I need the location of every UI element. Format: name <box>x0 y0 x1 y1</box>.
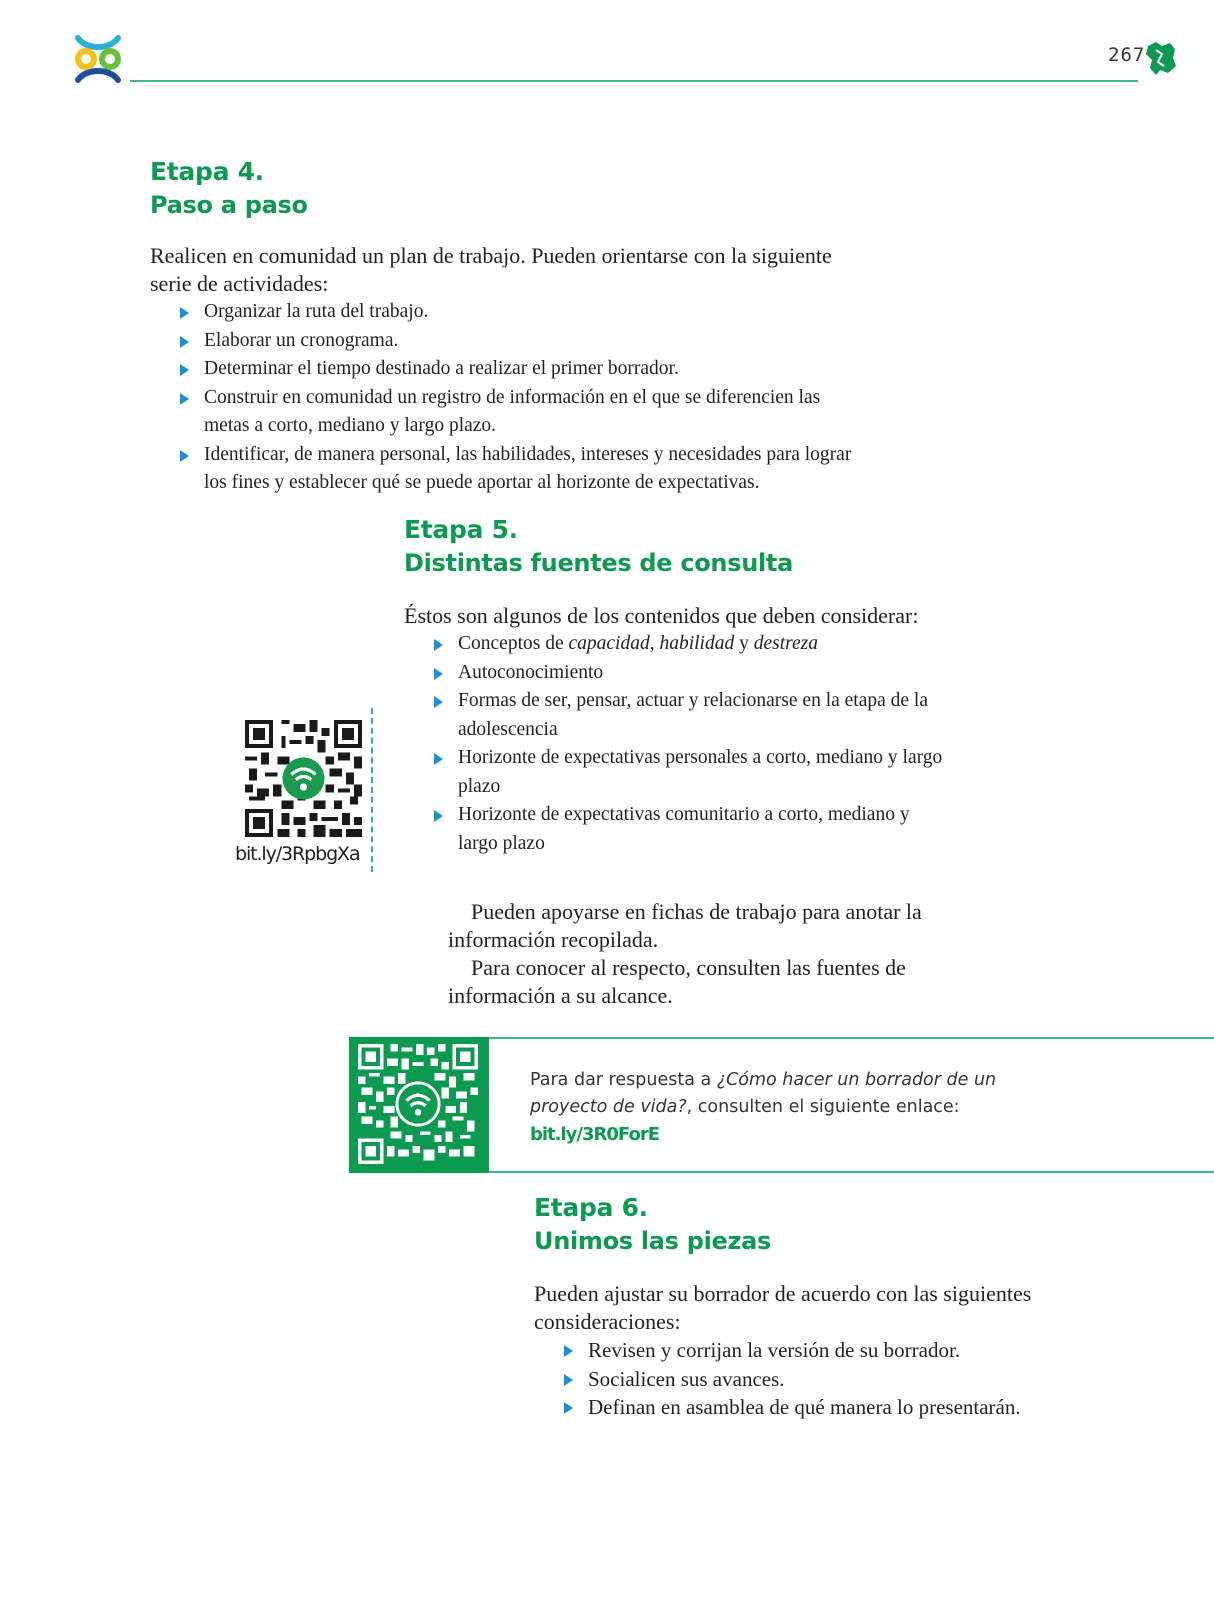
qr-code-icon[interactable] <box>245 720 362 837</box>
section-etapa-4 <box>150 156 870 498</box>
bullet-triangle-icon <box>564 1374 573 1386</box>
bullet-triangle-icon <box>434 753 443 765</box>
list-item: Definan en asamblea de qué manera lo presentarán. <box>561 1393 1094 1422</box>
list-item: Conceptos de capacidad, habilidad y destreza <box>431 630 944 659</box>
list-item: Organizar la ruta del trabajo. <box>177 298 857 327</box>
etapa-5-title: Distintas fuentes de consulta <box>404 549 793 577</box>
etapa-4-title: Paso a paso <box>150 191 308 219</box>
bullet-triangle-icon <box>180 307 189 319</box>
qr-divider <box>371 708 373 872</box>
bullet-triangle-icon <box>180 450 189 462</box>
list-item: Socialicen sus avances. <box>561 1365 1094 1394</box>
qr-panel <box>349 1037 489 1173</box>
bullet-triangle-icon <box>180 336 189 348</box>
field-emblem-icon <box>1144 40 1178 76</box>
link-box-text: Para dar respuesta a ¿Cómo hacer un borrador de un proyecto de vida?, consulten el siguiente enlace: bit.ly/3R0ForE <box>530 1067 1030 1148</box>
etapa-5-number: Etapa 5. <box>404 515 518 544</box>
qr-code-icon[interactable] <box>358 1044 478 1164</box>
list-item: Construir en comunidad un registro de información en el que se diferencien las metas a corto, mediano y largo plazo. <box>177 384 857 441</box>
list-item: Horizonte de expectativas comunitario a corto, mediano y largo plazo <box>431 801 944 858</box>
bullet-triangle-icon <box>434 668 443 680</box>
list-item: Autoconocimiento <box>431 659 944 688</box>
header-rule <box>130 80 1138 82</box>
etapa-6-title: Unimos las piezas <box>534 1227 772 1255</box>
bullet-triangle-icon <box>564 1345 573 1357</box>
bullet-triangle-icon <box>434 639 443 651</box>
series-logo <box>72 34 124 84</box>
etapa-6-intro: Pueden ajustar su borrador de acuerdo con las siguientes consideraciones: <box>534 1281 1032 1334</box>
list-item: Formas de ser, pensar, actuar y relacionarse en la etapa de la adolescencia <box>431 687 944 744</box>
etapa-4-intro: Realicen en comunidad un plan de trabajo. Pueden orientarse con la siguiente serie de actividades: <box>150 243 832 296</box>
resource-link-box <box>349 1037 1214 1173</box>
qr-small-link[interactable]: bit.ly/3RpbgXa <box>235 843 360 865</box>
etapa-4-number: Etapa 4. <box>150 157 264 186</box>
box-rule-top <box>489 1037 1214 1039</box>
resource-link[interactable]: bit.ly/3R0ForE <box>530 1124 659 1145</box>
bullet-triangle-icon <box>434 696 443 708</box>
etapa-5-list <box>431 630 944 858</box>
bullet-triangle-icon <box>180 393 189 405</box>
list-item: Elaborar un cronograma. <box>177 327 857 356</box>
note-paragraph: Para conocer al respecto, consulten las fuentes de información a su alcance. <box>448 955 906 1008</box>
list-item: Determinar el tiempo destinado a realizar el primer borrador. <box>177 355 857 384</box>
etapa-5-intro: Éstos son algunos de los contenidos que deben considerar: <box>404 603 919 628</box>
etapa-6-list <box>561 1336 1094 1422</box>
section-etapa-6 <box>534 1192 1094 1422</box>
etapa-5-notes <box>448 898 928 1010</box>
list-item: Identificar, de manera personal, las habilidades, intereses y necesidades para lograr los fines y establecer qué se puede aportar al horizonte de expectativas. <box>177 441 857 498</box>
page-number: 267 <box>1108 44 1146 66</box>
section-etapa-5 <box>404 514 944 858</box>
etapa-6-number: Etapa 6. <box>534 1193 648 1222</box>
note-paragraph: Pueden apoyarse en fichas de trabajo para anotar la información recopilada. <box>448 899 922 952</box>
list-item: Horizonte de expectativas personales a corto, mediano y largo plazo <box>431 744 944 801</box>
bullet-triangle-icon <box>434 810 443 822</box>
bullet-triangle-icon <box>564 1402 573 1414</box>
etapa-4-list <box>177 298 857 498</box>
list-item: Revisen y corrijan la versión de su borrador. <box>561 1336 1094 1365</box>
bullet-triangle-icon <box>180 364 189 376</box>
